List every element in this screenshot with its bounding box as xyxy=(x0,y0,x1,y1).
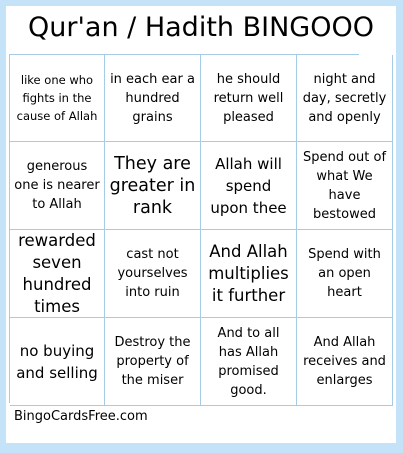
bingo-cell-text: no buying and selling xyxy=(16,341,98,382)
bingo-cell-text: Allah will spend upon thee xyxy=(210,154,287,217)
bingo-cell-r3c4[interactable] xyxy=(297,230,393,318)
bingo-cell-r4c3[interactable] xyxy=(201,318,297,406)
bingo-cell-text: Spend out of what We have bestowed xyxy=(302,149,387,222)
bingo-cell-r2c2[interactable] xyxy=(105,142,201,230)
bingo-cell-r1c4[interactable] xyxy=(297,55,393,142)
bingo-cell-text: They are greater in rank xyxy=(109,153,196,218)
bingo-cell-text: night and day, secretly and openly xyxy=(302,71,387,125)
bingo-cell-text: Destroy the property of the miser xyxy=(114,335,191,388)
bingo-cell-r3c1[interactable] xyxy=(10,230,105,318)
bingo-cell-text: rewarded seven hundred times xyxy=(18,230,96,316)
bingo-card xyxy=(6,6,396,443)
bingo-cell-r1c2[interactable] xyxy=(105,55,201,142)
footer-credit: BingoCardsFree.com xyxy=(14,409,148,424)
bingo-cell-r3c2[interactable] xyxy=(105,230,201,318)
bingo-cell-text: Spend with an open heart xyxy=(308,247,381,300)
bingo-grid xyxy=(9,54,387,403)
bingo-cell-text: cast not yourselves into ruin xyxy=(117,247,188,300)
bingo-cell-text: And Allah receives and enlarges xyxy=(303,335,386,388)
bingo-cell-text: And to all has Allah promised good. xyxy=(217,325,280,398)
bingo-cell-text: generous one is nearer to Allah xyxy=(14,159,100,212)
bingo-cell-text: he should return well pleased xyxy=(213,71,284,125)
bingo-cell-r4c2[interactable] xyxy=(105,318,201,406)
bingo-cell-r3c3[interactable] xyxy=(201,230,297,318)
bingo-cell-r1c3[interactable] xyxy=(201,55,297,142)
card-title: Qur'an / Hadith BINGOOO xyxy=(28,12,374,43)
bingo-cell-r2c3[interactable] xyxy=(201,142,297,230)
bingo-cell-text: like one who fights in the cause of Allah xyxy=(16,73,98,123)
bingo-cell-r2c1[interactable] xyxy=(10,142,105,230)
bingo-cell-r1c1[interactable] xyxy=(10,55,105,142)
bingo-cell-r4c1[interactable] xyxy=(10,318,105,406)
bingo-cell-r2c4[interactable] xyxy=(297,142,393,230)
bingo-cell-text: And Allah multiplies it further xyxy=(208,241,289,305)
bingo-cell-text: in each ear a hundred grains xyxy=(110,71,195,125)
bingo-cell-r4c4[interactable] xyxy=(297,318,393,406)
